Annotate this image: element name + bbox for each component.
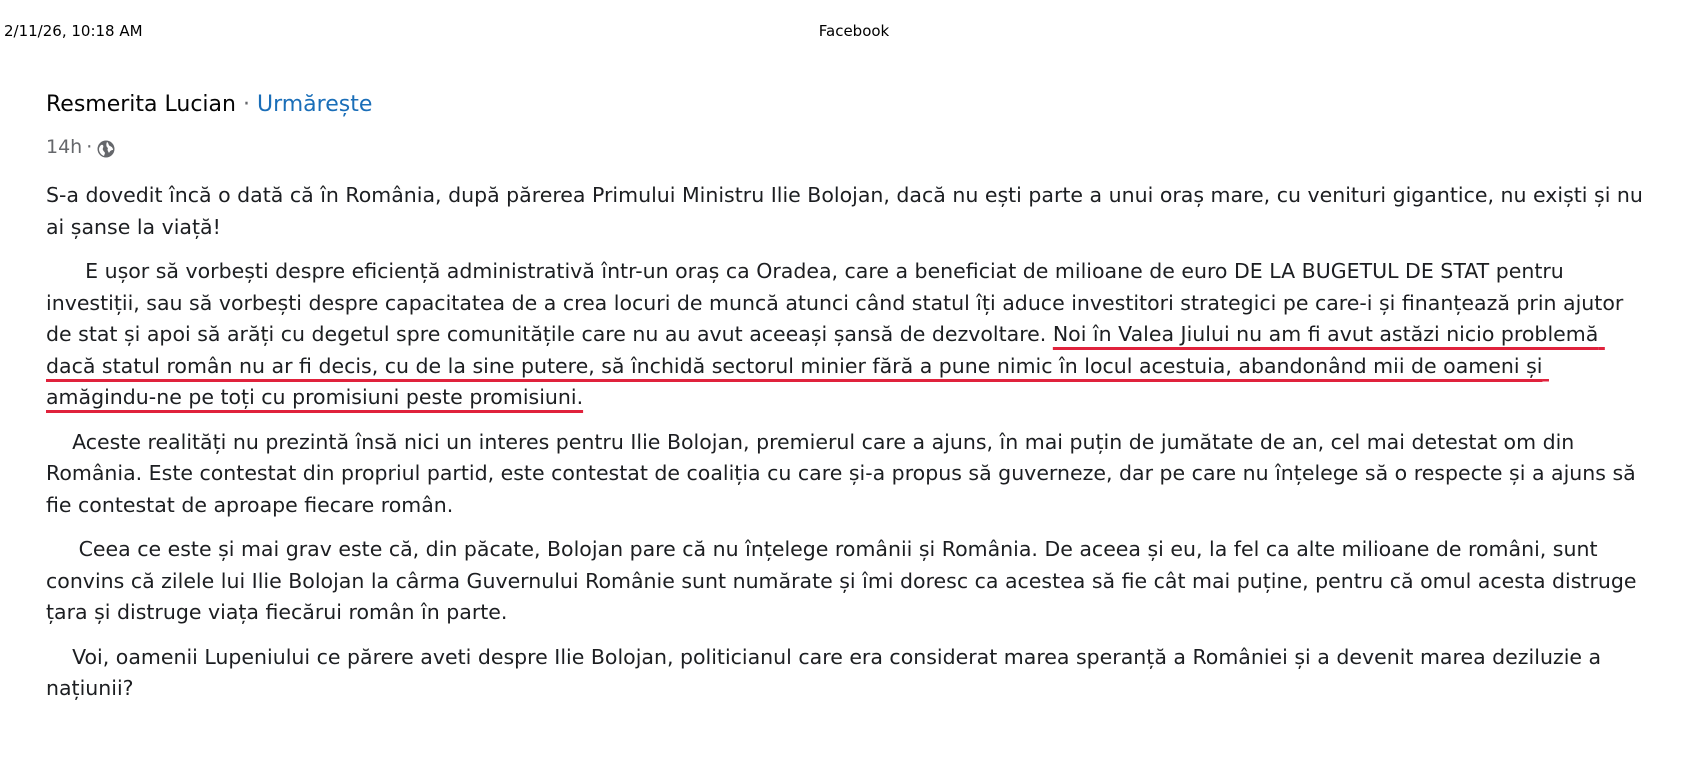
- post-paragraph-1: [46, 180, 1650, 243]
- paragraph-indent: [46, 642, 72, 674]
- post-timestamp[interactable]: 14h: [46, 136, 83, 158]
- post-paragraph-3: [46, 427, 1646, 522]
- post-paragraph-4: [46, 534, 1646, 629]
- post-header: [46, 88, 1646, 122]
- paragraph-indent: [46, 256, 85, 288]
- meta-separator: ·: [86, 136, 93, 158]
- underlined-highlight: Noi în Valea Jiului nu am fi avut astăzi nicio problemă dacă statul român nu ar fi decis, cu de la sine putere, să închidă sectorul minier fără a pune nimic în locul acestuia, abandonând mii de oameni și amăgindu-ne pe toți cu promisiuni peste promisiuni.: [46, 322, 1605, 409]
- paragraph-text: Voi, oamenii Lupeniului ce părere aveti despre Ilie Bolojan, politicianul care era considerat marea speranță a României și a devenit marea deziluzie a națiunii?: [46, 644, 1608, 700]
- paragraph-text: S-a dovedit încă o dată că în România, după părerea Primului Ministru Ilie Bolojan, dacă nu ești parte a unui oraș mare, cu venituri gigantice, nu exiști și nu ai șanse la viață!: [46, 183, 1650, 239]
- paragraph-indent: [46, 427, 72, 459]
- facebook-post: [46, 88, 1650, 718]
- globe-icon[interactable]: [96, 139, 116, 159]
- paragraph-text: Ceea ce este și mai grav este că, din păcate, Bolojan pare că nu înțelege românii și România. De aceea și eu, la fel ca alte milioane de români, sunt convins că zilele lui Ilie Bolojan la cârma Guvernului Românie sunt numărate și îmi doresc ca acestea să fie cât mai puține, pentru că omul acesta distruge țara și distruge viața fiecărui român în parte.: [46, 537, 1644, 624]
- paragraph-text: E ușor să vorbești despre eficiență administrativă într-un oraș ca Oradea, care a beneficiat de milioane de euro DE LA BUGETUL DE STAT pentru investiții, sau să vorbești despre capacitatea de a crea locuri de muncă atunci când statul îți aduce investitori strategici pe care-i și finanțează prin ajutor de stat și apoi să arăți cu degetul spre comunitățile care nu au avut aceeași șansă de dezvoltare.: [46, 259, 1630, 346]
- author-name[interactable]: Resmerita Lucian: [46, 92, 236, 117]
- post-content: [46, 180, 1650, 705]
- paragraph-text: Aceste realități nu prezintă însă nici un interes pentru Ilie Bolojan, premierul care a ajuns, în mai puțin de jumătate de an, cel mai detestat om din România. Este contestat din propriul partid, este contestat de coaliția cu care și-a propus să guverneze, dar pe care nu înțelege să o respecte și a ajuns să fie contestat de aproape fiecare român.: [46, 429, 1643, 517]
- post-paragraph-5: [46, 642, 1646, 705]
- print-date: 2/11/26, 10:18 AM: [4, 22, 143, 40]
- post-paragraph-2: [46, 256, 1646, 414]
- follow-button[interactable]: Urmărește: [256, 92, 373, 117]
- print-page-title: Facebook: [818, 22, 890, 40]
- paragraph-indent: [46, 534, 79, 566]
- print-header: [0, 22, 1708, 44]
- header-separator: ·: [242, 92, 250, 117]
- post-meta: [46, 134, 1646, 160]
